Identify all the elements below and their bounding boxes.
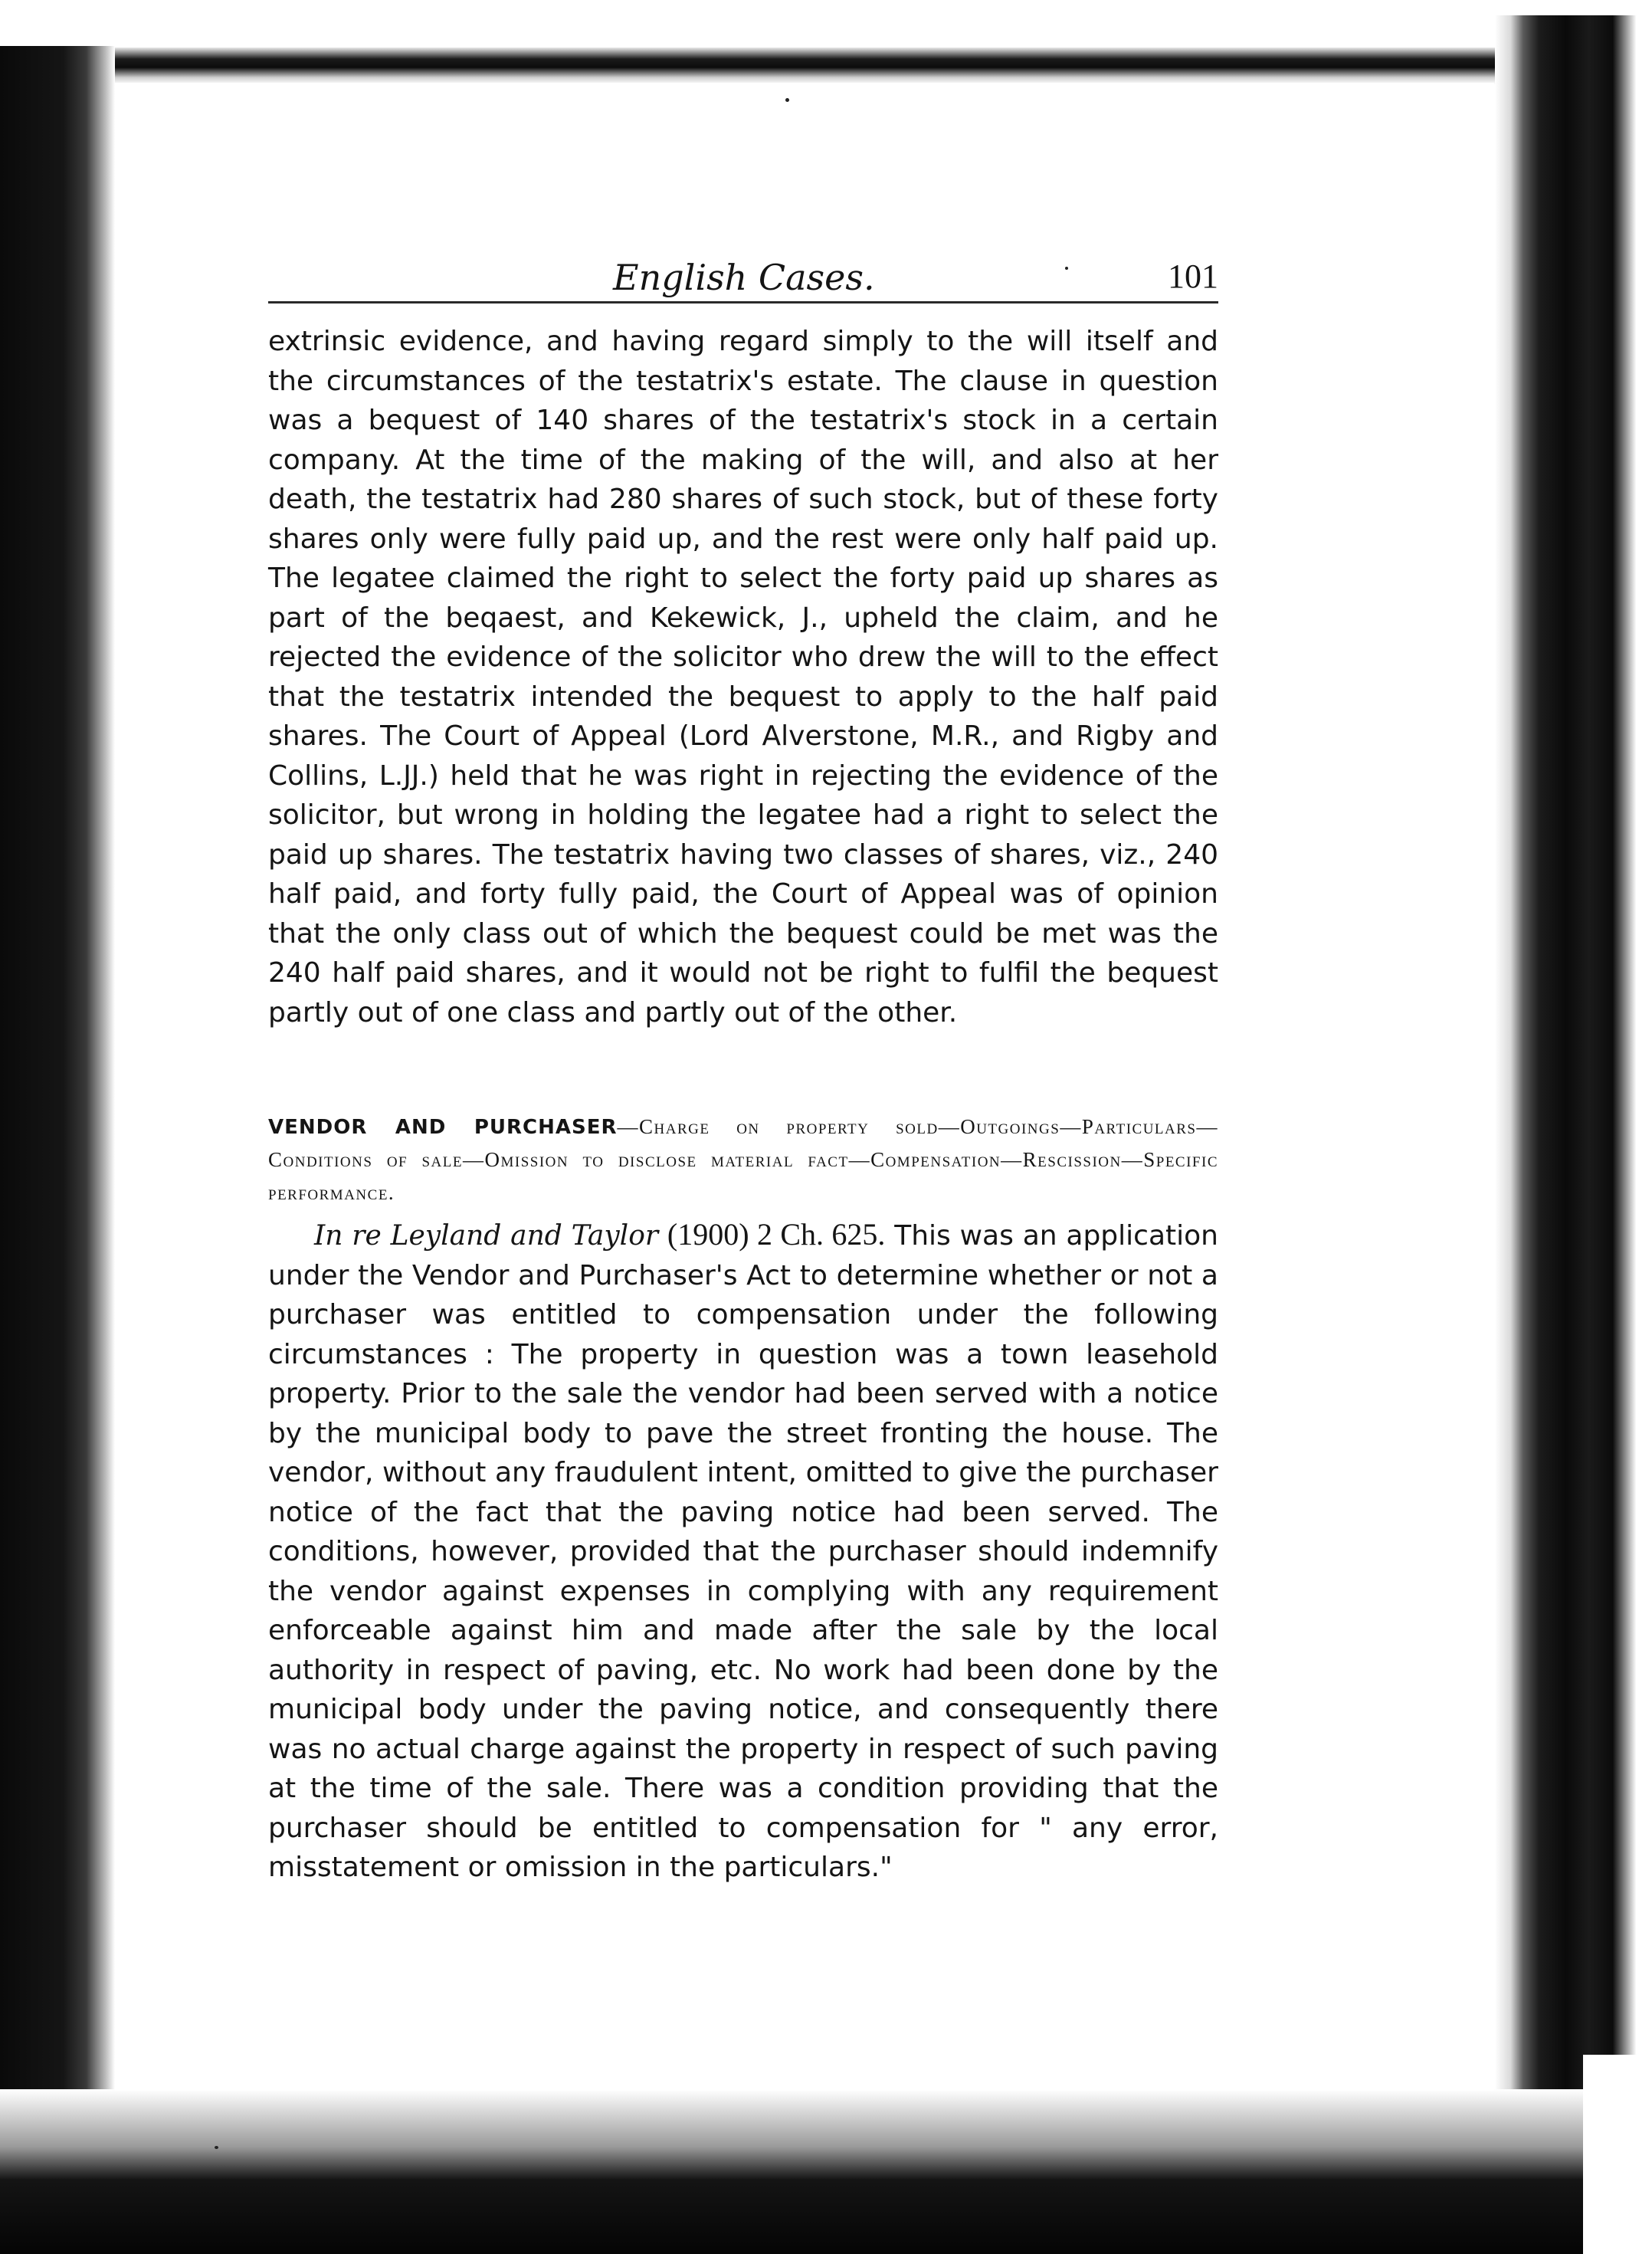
scan-speck <box>1065 267 1068 270</box>
header-rule <box>268 301 1218 303</box>
section-heading-subtopics: —Charge on property sold—Outgoings—Particulars—Conditions of sale—Omission to disclose material fact—Compensation—Rescission—Specific performance. <box>268 1115 1218 1204</box>
scan-speck <box>785 98 789 102</box>
paragraph-case <box>268 1215 1218 1888</box>
page-number: 101 <box>1168 258 1218 295</box>
scan-right-edge <box>1495 15 1652 2131</box>
running-head <box>268 257 1218 303</box>
scan-speck <box>215 2146 218 2149</box>
case-citation: (1900) 2 Ch. 625. <box>667 1217 886 1252</box>
scan-bottom-edge <box>0 2089 1652 2254</box>
scan-top-margin <box>0 0 1652 48</box>
section-heading <box>268 1111 1218 1210</box>
section-heading-bold: VENDOR AND PURCHASER <box>268 1116 618 1139</box>
case-name: In re Leyland and Taylor <box>314 1220 659 1252</box>
case-text: This was an application under the Vendor and Purchaser's Act to determine whether or not a purchaser was entitled to compensation under the following circumstances : The property in question was a town leasehold property. Prior to the sale the vendor had been served with a notice by the municipal body to pave the street fronting the house. The vendor, without any fraudulent intent, omitted to give the purchaser notice of the fact that the paving notice had been served. The conditions, however, provided that the purchaser should indemnify the vendor against expenses in complying with any requirement enforceable against him and made after the sale by the local authority in respect of paving, etc. No work had been done by the municipal body under the paving notice, and consequently there was no actual charge against the property in respect of such paving at the time of the sale. There was a condition providing that the purchaser should be entitled to compensation for " any error, misstatement or omission in the particulars." <box>268 1220 1218 1883</box>
running-title: English Cases. <box>613 257 875 298</box>
scan-bottom-right-margin <box>1583 2055 1652 2254</box>
scan-left-binding <box>0 46 115 2254</box>
paragraph-continued: extrinsic evidence, and having regard simply to the will itself and the circumstances of the testatrix's estate. The clause in question was a bequest of 140 shares of the testatrix's stock in a certain company. At the time of the making of the will, and also at her death, the testatrix had 280 shares of such stock, but of these forty shares only were fully paid up, and the rest were only half paid up. The legatee claimed the right to select the forty paid up shares as part of the beqaest, and Kekewick, J., upheld the claim, and he rejected the evidence of the solicitor who drew the will to the effect that the testatrix intended the bequest to apply to the half paid shares. The Court of Appeal (Lord Alverstone, M.R., and Rigby and Collins, L.JJ.) held that he was right in rejecting the evidence of the solicitor, but wrong in holding the legatee had a right to select the paid up shares. The testatrix having two classes of shares, viz., 240 half paid, and forty fully paid, the Court of Appeal was of opinion that the only class out of which the bequest could be met was the 240 half paid shares, and it would not be right to fulfil the bequest partly out of one class and partly out of the other. <box>268 326 1218 1029</box>
